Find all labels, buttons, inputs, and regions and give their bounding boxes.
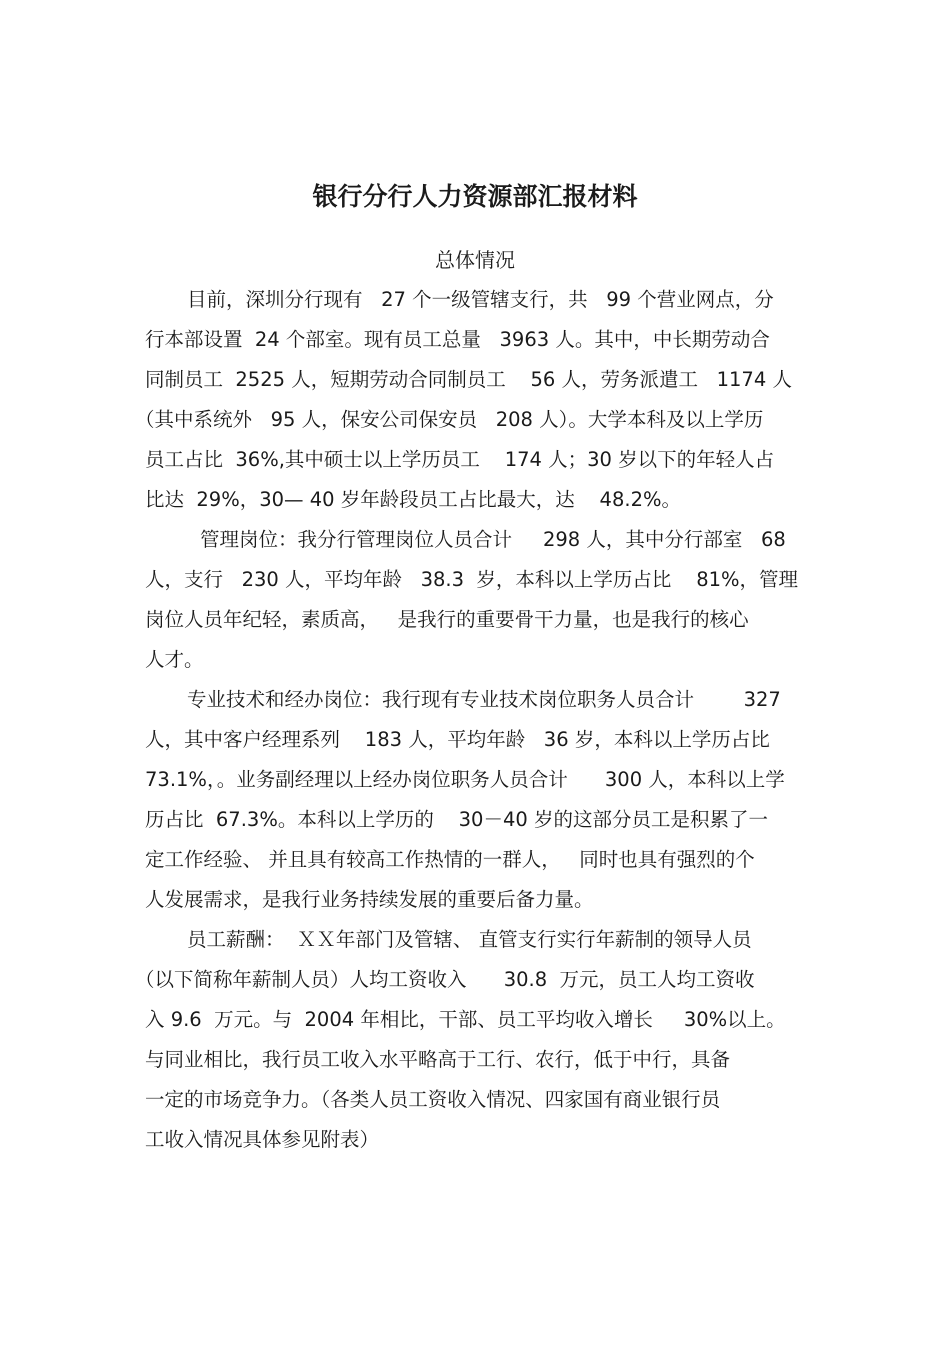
text-line: 比达 29%，30— 40 岁年龄段员工占比最大，达 48.2%。 bbox=[145, 488, 682, 511]
text-line: 员工薪酬： ＸＸ年部门及管辖、 直管支行实行年薪制的领导人员 bbox=[187, 928, 752, 951]
text-line: 目前，深圳分行现有 27 个一级管辖支行，共 99 个营业网点，分 bbox=[187, 288, 774, 311]
text-line: 与同业相比，我行员工收入水平略高于工行、农行，低于中行，具备 bbox=[145, 1048, 731, 1071]
text-line: 73.1%，。业务副经理以上经办岗位职务人员合计 300 人，本科以上学 bbox=[145, 768, 785, 791]
text-line: 专业技术和经办岗位：我行现有专业技术岗位职务人员合计 327 bbox=[187, 688, 781, 711]
text-line: 行本部设置 24 个部室。现有员工总量 3963 人。其中，中长期劳动合 bbox=[145, 328, 770, 351]
text-line: 管理岗位：我分行管理岗位人员合计 298 人，其中分行部室 68 bbox=[200, 528, 786, 551]
text-line: 人发展需求，是我行业务持续发展的重要后备力量。 bbox=[145, 888, 594, 911]
text-line: 历占比 67.3%。本科以上学历的 30－40 岁的这部分员工是积累了一 bbox=[145, 808, 768, 831]
text-line: 一定的市场竞争力。（各类人员工资收入情况、四家国有商业银行员 bbox=[145, 1088, 721, 1111]
text-line: 人，支行 230 人，平均年龄 38.3 岁，本科以上学历占比 81%，管理 bbox=[145, 568, 799, 591]
text-line: 同制员工 2525 人，短期劳动合同制员工 56 人，劳务派遣工 1174 人 bbox=[145, 368, 792, 391]
text-line: 人才。 bbox=[145, 648, 204, 671]
text-line: 员工占比 36%,其中硕士以上学历员工 174 人；30 岁以下的年轻人占 bbox=[145, 448, 775, 471]
text-line: 入 9.6 万元。与 2004 年相比，干部、员工平均收入增长 30%以上。 bbox=[145, 1008, 786, 1031]
text-line: （以下简称年薪制人员）人均工资收入 30.8 万元，员工人均工资收 bbox=[135, 968, 755, 991]
text-line: 定工作经验、 并且具有较高工作热情的一群人， 同时也具有强烈的个 bbox=[145, 848, 755, 871]
text-line: （其中系统外 95 人，保安公司保安员 208 人）。大学本科及以上学历 bbox=[135, 408, 764, 431]
text-line: 岗位人员年纪轻，素质高， 是我行的重要骨干力量，也是我行的核心 bbox=[145, 608, 749, 631]
document-title: 银行分行人力资源部汇报材料 bbox=[312, 181, 638, 211]
section-heading: 总体情况 bbox=[435, 248, 515, 272]
text-line: 人，其中客户经理系列 183 人，平均年龄 36 岁，本科以上学历占比 bbox=[145, 728, 770, 751]
text-line: 工收入情况具体参见附表） bbox=[145, 1128, 380, 1151]
